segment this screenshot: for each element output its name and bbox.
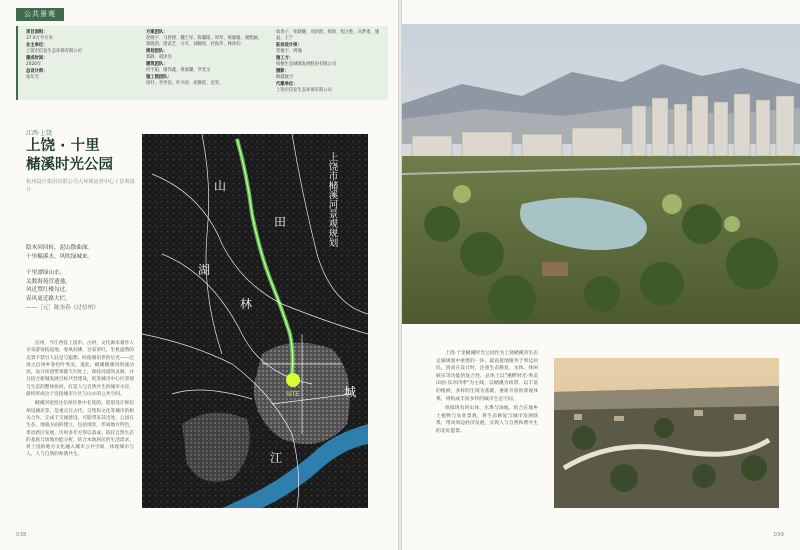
credit-key: 方案团队： [146,30,168,35]
credit-value: 赵晓宇、马智捷、魏士军、陈馨阳、周琴、欧媛媛、谢凯颖、郑晓茵、唐武艺、方可、刘婉瑶、杜海齐、林冰钧 [146,36,263,47]
credit-value: 贺俊宇、周瑜 [276,49,302,54]
page-number-left: 038 [16,532,27,538]
credit-key: 驻场设计师： [276,43,302,48]
body-paragraph: 槠溪河宽度达信州区供中长度的，恩思设计师信州设城北等，是重点在古代，交集和文化等城市的相关合作，完成于交通建设，可能带来其出处，公园在生态、地貌方面的建立，包括现状，形成地方特色，带动新区发展，历时多年方得以落成。依托自然生态的基底与场地功能分析，结合本地居民的生活需求，将上饶的地方文化融入城市公共空间，体现城市与人，人与自然的和谐共生。 [26,401,134,458]
credit-value: 37.9万平方米 [26,36,53,41]
caption-paragraph: 保留现有的山体、水系与场地，结合在地乡土植物与农业景观，将生态修复与城市发展联系，带动周边经济发展，实现人与自然和谐共生的美好愿景。 [436,406,538,434]
map-graphic [142,134,368,508]
credit-value: 张东光 [26,75,39,80]
credit-value: 上饶市信发生态环保有限公司 [276,88,332,93]
credit-key: 摄影： [276,69,289,74]
article-subtitle: 杭州设计集团有限公司大环境运营中心 / 景观设计 [26,179,135,193]
credit-key: 总设计师： [26,69,48,74]
credit-value: 徐钎、李世昆、叶兴再、胡静依、沈笑、 [146,81,224,86]
article-title [26,137,113,175]
poem-line: 关数海苑营遗弛。 [26,278,71,285]
map-char: 湖 [198,263,211,277]
credits-box [16,26,388,100]
article-region: 江西·上饶 [26,130,52,137]
caption-paragraph: 上饶·十里槠溪时光公园作为上饶槠溪河生态走廊规划中重要的一环，最直接地服务于周边居民，因而在设计时，注重生态修复、水体、休闲娱乐等功能的复合性。总体上以"溪畔时光·秀美田园·乐享四季"为主线，以槠溪为纽带、以丰富的植被、多样的生境为基础，重新开放的景观体系，将构成丰富多样的城市生态空间。 [436,351,538,402]
credit-value: 顾越航空 [276,75,294,80]
landscape-map [142,134,368,508]
site-label: SITE [286,392,300,398]
site-marker [286,373,300,387]
caption-text [436,350,538,438]
credit-key: 规划团队： [146,49,168,54]
credit-key: 建成时间： [26,56,48,61]
credit-key: 代建单位： [276,82,298,87]
poem-line: 十里槠溪水，风吹绿城来。 [26,253,94,260]
credit-value: 2020年 [26,62,42,67]
map-char: 田 [274,215,287,229]
title-line-2: 槠溪时光公园 [26,157,113,173]
park-photo-graphic [402,24,800,324]
map-char: 林 [240,297,253,311]
credits-column-2 [146,30,264,88]
credit-key: 项目面积： [26,30,48,35]
credit-key: 施工图团队： [146,75,172,80]
poem-line: 千里漂绿山水， [26,270,66,276]
left-page [0,0,398,550]
sunset-aerial-photo [554,358,779,508]
park-aerial-photo [402,24,800,324]
credit-value: 郭静、胡泽洋 [146,55,172,60]
credit-key: 建筑团队： [146,62,168,67]
map-char: 江 [270,451,283,465]
poem-citation: ——［元］陈奎春《过信州》 [26,305,99,311]
sunset-photo-graphic [554,358,779,508]
map-char: 城 [344,385,357,399]
map-char: 山 [214,179,227,193]
credit-value: 翁春子、张晓璐、刘洁群、郝晗、程之胜、冯梦遥、施晶、王宁 [276,30,380,41]
poem-line: 隐木回回转，泥山散曲深。 [26,245,94,251]
poem [26,244,136,313]
body-paragraph: 信州，今江西省上饶市。古时，文化源来兼作人亲采游客枝起地，春风轻拂，百家荣红，生机盎然的美景不禁引人驻足与遐想。时值晴旧世的后光——过再之信州乡春色叶秀美，遂此，槠溪槠溪河的流动处，设计该团带领都天归处上，保持河道的灵阔，并且结合新城发展目标共营建设，促进城市中心区景观与生态的整体协同，打造人与自然共生的城市水岸，最终形成这个连接城市片区与山水的公共空间。 [26,341,134,398]
credit-value: 上饶市信发生态环保有限公司 [26,49,82,54]
map-calligraphy: 上饶市槠溪河景观规划 [326,152,338,247]
credits-column-1 [26,30,136,82]
credit-key: 业主单位： [26,43,48,48]
poem-line: 春风更近路大烂。 [26,295,71,302]
section-tag: 公共景观 [16,8,64,21]
credit-value: 柏桐生态城镇发展股份有限公司 [276,62,337,67]
poem-line: 风近置红楼勾过， [26,287,71,293]
credits-column-3 [276,30,384,95]
right-page [402,0,800,550]
credit-key: 施工方： [276,56,294,61]
body-text [26,340,134,461]
page-number-right: 039 [773,532,784,538]
title-line-1: 上饶 · 十里 [26,138,100,154]
credit-value: 何宇韬、谢伟鑫、黄嘉璐、罗奕文 [146,68,211,73]
